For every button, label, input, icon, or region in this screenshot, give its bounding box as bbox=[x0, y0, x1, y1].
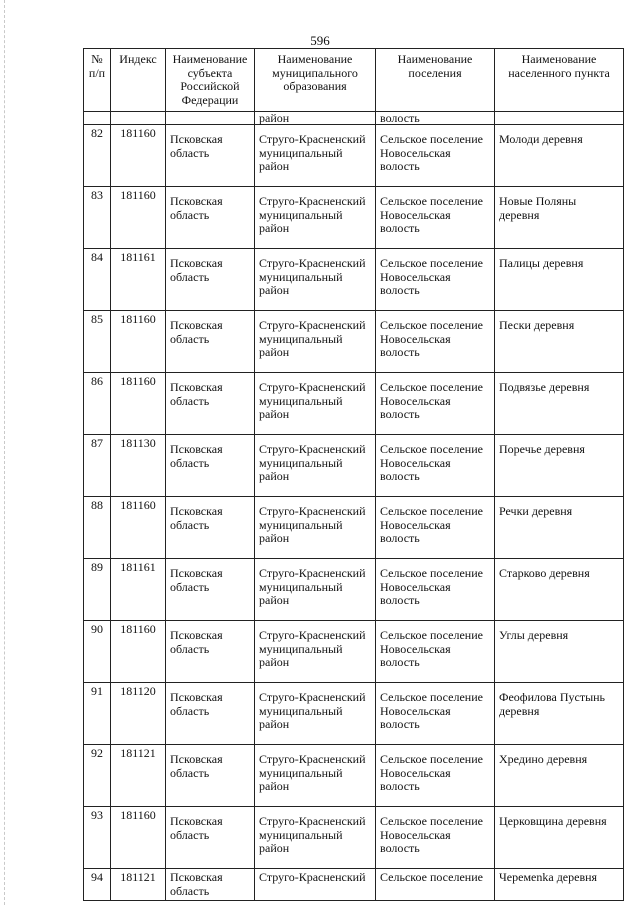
cell-locality: Новые Поляны деревня bbox=[495, 187, 624, 249]
cell-locality: Старково деревня bbox=[495, 559, 624, 621]
cell-subject: Псковская область bbox=[166, 869, 255, 901]
table-header-row bbox=[84, 49, 624, 112]
page-number: 596 bbox=[310, 33, 330, 48]
cell-settlement: Сельское поселение Новосельская волость bbox=[376, 311, 495, 373]
cell-locality: Пески деревня bbox=[495, 311, 624, 373]
cell-number: 83 bbox=[84, 187, 111, 249]
cell-subject: Псковская область bbox=[166, 187, 255, 249]
table-row bbox=[84, 249, 624, 311]
cell-locality: Хредино деревня bbox=[495, 745, 624, 807]
cell-index: 181130 bbox=[111, 435, 166, 497]
cell-number: 89 bbox=[84, 559, 111, 621]
cell-municipality: Струго-Красненский муниципальный район bbox=[255, 683, 376, 745]
cell-municipality: Струго-Красненский bbox=[255, 869, 376, 901]
table-row bbox=[84, 683, 624, 745]
cell-index: 181121 bbox=[111, 869, 166, 901]
table-row bbox=[84, 559, 624, 621]
cell-number bbox=[84, 112, 111, 125]
cell-municipality: Струго-Красненский муниципальный район bbox=[255, 311, 376, 373]
cell-number: 86 bbox=[84, 373, 111, 435]
cell-index: 181160 bbox=[111, 621, 166, 683]
table-row bbox=[84, 187, 624, 249]
cell-settlement: Сельское поселение Новосельская волость bbox=[376, 187, 495, 249]
cell-municipality: Струго-Красненский муниципальный район bbox=[255, 373, 376, 435]
table-row bbox=[84, 621, 624, 683]
cell-settlement: Сельское поселение Новосельская волость bbox=[376, 125, 495, 187]
cell-settlement: Сельское поселение Новосельская волость bbox=[376, 683, 495, 745]
cell-settlement: Сельское поселение Новосельская волость bbox=[376, 559, 495, 621]
table-row bbox=[84, 745, 624, 807]
cell-number: 91 bbox=[84, 683, 111, 745]
table-row bbox=[84, 869, 624, 901]
cell-settlement: Сельское поселение Новосельская волость bbox=[376, 745, 495, 807]
cell-index: 181160 bbox=[111, 497, 166, 559]
table-row bbox=[84, 125, 624, 187]
cell-settlement: волость bbox=[376, 112, 495, 125]
cell-municipality: район bbox=[255, 112, 376, 125]
scan-edge-line bbox=[4, 0, 5, 905]
cell-number: 87 bbox=[84, 435, 111, 497]
cell-subject: Псковская область bbox=[166, 559, 255, 621]
cell-locality: Феофилова Пустынь деревня bbox=[495, 683, 624, 745]
cell-subject: Псковская область bbox=[166, 373, 255, 435]
cell-settlement: Сельское поселение Новосельская волость bbox=[376, 435, 495, 497]
cell-locality: Подвязье деревня bbox=[495, 373, 624, 435]
cell-subject: Псковская область bbox=[166, 621, 255, 683]
table-row bbox=[84, 373, 624, 435]
cell-locality: Молоди деревня bbox=[495, 125, 624, 187]
cell-locality: Черемenka деревня bbox=[495, 869, 624, 901]
cell-subject: Псковская область bbox=[166, 497, 255, 559]
cell-municipality: Струго-Красненский муниципальный район bbox=[255, 807, 376, 869]
settlements-table bbox=[83, 48, 624, 901]
cell-municipality: Струго-Красненский муниципальный район bbox=[255, 435, 376, 497]
cell-locality: Углы деревня bbox=[495, 621, 624, 683]
cell-index: 181161 bbox=[111, 249, 166, 311]
cell-subject: Псковская область bbox=[166, 311, 255, 373]
header-index: Индекс bbox=[111, 49, 166, 112]
cell-index: 181161 bbox=[111, 559, 166, 621]
cell-index: 181160 bbox=[111, 187, 166, 249]
cell-subject: Псковская область bbox=[166, 125, 255, 187]
cell-subject: Псковская область bbox=[166, 745, 255, 807]
cell-number: 93 bbox=[84, 807, 111, 869]
cell-number: 85 bbox=[84, 311, 111, 373]
cell-municipality: Струго-Красненский муниципальный район bbox=[255, 187, 376, 249]
table-row bbox=[84, 807, 624, 869]
cell-index: 181160 bbox=[111, 311, 166, 373]
table-row bbox=[84, 435, 624, 497]
cell-settlement: Сельское поселение Новосельская волость bbox=[376, 621, 495, 683]
cell-locality: Палицы деревня bbox=[495, 249, 624, 311]
cell-municipality: Струго-Красненский муниципальный район bbox=[255, 621, 376, 683]
cell-locality bbox=[495, 112, 624, 125]
cell-settlement: Сельское поселение Новосельская волость bbox=[376, 249, 495, 311]
cell-number: 88 bbox=[84, 497, 111, 559]
header-locality: Наименование населенного пункта bbox=[495, 49, 624, 112]
header-municipality: Наименование муниципального образования bbox=[255, 49, 376, 112]
cell-settlement: Сельское поселение bbox=[376, 869, 495, 901]
header-settlement: Наименование поселения bbox=[376, 49, 495, 112]
cell-number: 82 bbox=[84, 125, 111, 187]
cell-subject bbox=[166, 112, 255, 125]
header-subject: Наименование субъекта Российской Федерации bbox=[166, 49, 255, 112]
cell-number: 84 bbox=[84, 249, 111, 311]
cell-index: 181121 bbox=[111, 745, 166, 807]
cell-locality: Церковщина деревня bbox=[495, 807, 624, 869]
cell-settlement: Сельское поселение Новосельская волость bbox=[376, 497, 495, 559]
cell-subject: Псковская область bbox=[166, 435, 255, 497]
header-number: № п/п bbox=[84, 49, 111, 112]
cell-subject: Псковская область bbox=[166, 683, 255, 745]
cell-municipality: Струго-Красненский муниципальный район bbox=[255, 497, 376, 559]
cell-settlement: Сельское поселение Новосельская волость bbox=[376, 807, 495, 869]
cell-subject: Псковская область bbox=[166, 249, 255, 311]
cell-number: 90 bbox=[84, 621, 111, 683]
cell-index: 181160 bbox=[111, 125, 166, 187]
cell-number: 92 bbox=[84, 745, 111, 807]
table-row bbox=[84, 311, 624, 373]
cell-number: 94 bbox=[84, 869, 111, 901]
cell-municipality: Струго-Красненский муниципальный район bbox=[255, 125, 376, 187]
cell-index: 181120 bbox=[111, 683, 166, 745]
cell-municipality: Струго-Красненский муниципальный район bbox=[255, 249, 376, 311]
cell-index bbox=[111, 112, 166, 125]
continuation-row bbox=[84, 112, 624, 125]
cell-municipality: Струго-Красненский муниципальный район bbox=[255, 559, 376, 621]
cell-locality: Поречье деревня bbox=[495, 435, 624, 497]
cell-settlement: Сельское поселение Новосельская волость bbox=[376, 373, 495, 435]
table-row bbox=[84, 497, 624, 559]
cell-index: 181160 bbox=[111, 373, 166, 435]
cell-subject: Псковская область bbox=[166, 807, 255, 869]
cell-index: 181160 bbox=[111, 807, 166, 869]
cell-locality: Речки деревня bbox=[495, 497, 624, 559]
cell-municipality: Струго-Красненский муниципальный район bbox=[255, 745, 376, 807]
